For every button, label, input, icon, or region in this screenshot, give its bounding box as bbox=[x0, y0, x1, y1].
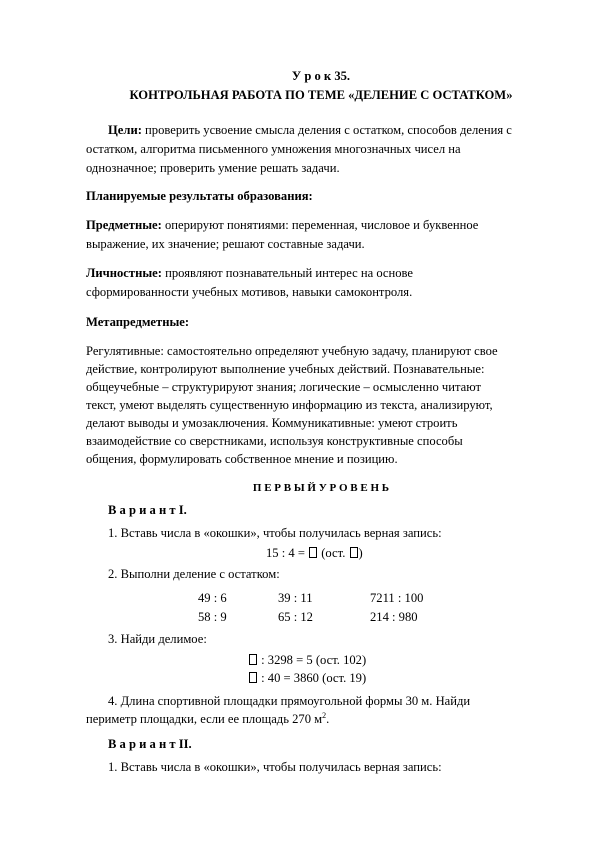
division-example: 7211 : 100 bbox=[370, 591, 424, 605]
meta-results-line: делают выводы и умозаключения. Коммуникативные: умеют строить bbox=[86, 416, 458, 430]
task-4-text: периметр площадки, если ее площадь 270 м bbox=[86, 712, 323, 726]
subject-results-text-1: оперируют понятиями: переменная, числовое и буквенное bbox=[161, 218, 479, 232]
lesson-number: У р о к 35. bbox=[291, 69, 351, 83]
page-title: КОНТРОЛЬНАЯ РАБОТА ПО ТЕМЕ «ДЕЛЕНИЕ С ОСТАТКОМ» bbox=[129, 88, 513, 102]
expression-part: : 40 = 3860 (ост. 19) bbox=[258, 671, 367, 685]
subject-results-line-1 bbox=[86, 218, 556, 233]
division-example: 65 : 12 bbox=[278, 610, 313, 624]
meta-results-line: общения, формулировать собственное мнение и позицию. bbox=[86, 452, 398, 466]
meta-results-heading: Метапредметные: bbox=[86, 315, 190, 329]
meta-results-line: действие, контролируют выполнение учебных действий. Познавательные: bbox=[86, 362, 485, 376]
variant-1-task-3: 3. Найди делимое: bbox=[108, 632, 207, 646]
task-4-period: . bbox=[326, 712, 330, 726]
expression-part: : 3298 = 5 (ост. 102) bbox=[258, 653, 367, 667]
division-example: 39 : 11 bbox=[278, 591, 313, 605]
personal-results-line-1 bbox=[86, 266, 556, 281]
personal-results-label: Личностные: bbox=[86, 266, 162, 280]
division-example: 49 : 6 bbox=[198, 591, 227, 605]
variant-1-task-1-expression bbox=[266, 546, 363, 561]
variant-2-task-1: 1. Вставь числа в «окошки», чтобы получилась верная запись: bbox=[108, 760, 442, 774]
variant-1-task-4-line-2 bbox=[86, 712, 556, 727]
expression-part: ) bbox=[358, 546, 363, 560]
variant-1-task-2: 2. Выполни деление с остатком: bbox=[108, 567, 280, 581]
expression-part: (ост. bbox=[318, 546, 349, 560]
goals-line-3: однозначное; проверить умение решать задачи. bbox=[86, 161, 340, 175]
meta-results-line: текст, умеют выделять существенную информацию из текста, анализируют, bbox=[86, 398, 493, 412]
answer-box bbox=[249, 672, 257, 683]
goals-line-2: остатком, алгоритма письменного умножения многозначных чисел на bbox=[86, 142, 461, 156]
level-heading: П Е Р В Ы Й У Р О В Е Н Ь bbox=[252, 482, 390, 494]
variant-1-task-4-line-1: 4. Длина спортивной площадки прямоугольной формы 30 м. Найди bbox=[108, 694, 471, 708]
meta-results-line: Регулятивные: самостоятельно определяют учебную задачу, планируют свое bbox=[86, 344, 498, 358]
meta-results-line: взаимодействие со сверстниками, используя конструктивные способы bbox=[86, 434, 463, 448]
subject-results-label: Предметные: bbox=[86, 218, 162, 232]
answer-box bbox=[249, 654, 257, 665]
meta-results-line: общеучебные – структурируют знания; логические – осмысленно читают bbox=[86, 380, 481, 394]
expression-part: 15 : 4 = bbox=[266, 546, 309, 560]
square-exponent: 2 bbox=[322, 710, 327, 720]
goals-line-1 bbox=[108, 123, 556, 138]
find-dividend-line-2 bbox=[248, 671, 366, 686]
variant-1-task-1: 1. Вставь числа в «окошки», чтобы получилась верная запись: bbox=[108, 526, 442, 540]
find-dividend-line-1 bbox=[248, 653, 366, 668]
answer-box bbox=[350, 547, 358, 558]
planned-results-heading: Планируемые результаты образования: bbox=[86, 189, 313, 203]
goals-text-1: проверить усвоение смысла деления с остатком, способов деления с bbox=[141, 123, 512, 137]
subject-results-line-2: выражение, их значение; решают составные задачи. bbox=[86, 237, 365, 251]
answer-box bbox=[309, 547, 317, 558]
division-example: 58 : 9 bbox=[198, 610, 227, 624]
variant-2-title: В а р и а н т II. bbox=[108, 737, 192, 751]
personal-results-text-1: проявляют познавательный интерес на основе bbox=[161, 266, 414, 280]
personal-results-line-2: сформированности учебных мотивов, навыки самоконтроля. bbox=[86, 285, 413, 299]
division-example: 214 : 980 bbox=[370, 610, 418, 624]
variant-1-title: В а р и а н т I. bbox=[108, 503, 187, 517]
goals-label: Цели: bbox=[108, 123, 142, 137]
